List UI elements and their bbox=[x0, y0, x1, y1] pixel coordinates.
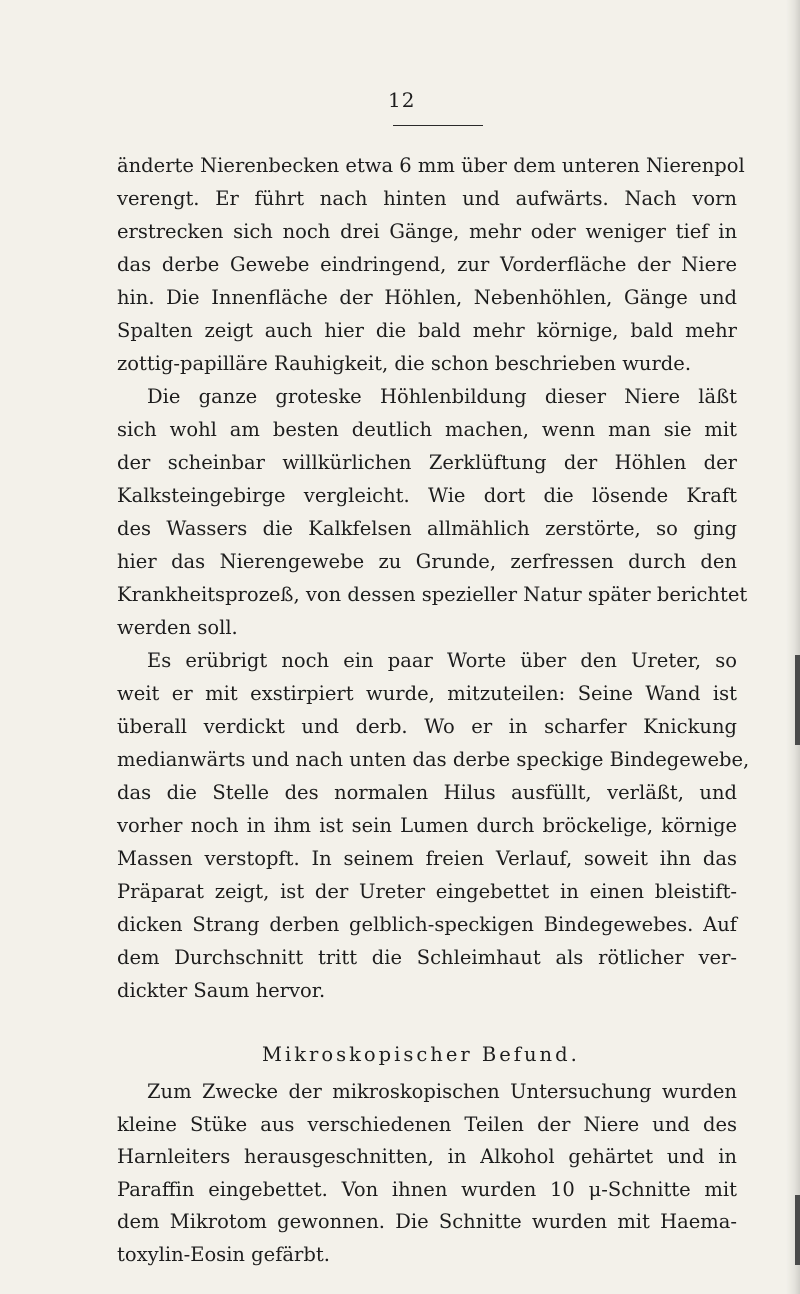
text-line: hier das Nierengewebe zu Grunde, zerfressen durch den bbox=[117, 550, 737, 573]
text-line: Krankheitsprozeß, von dessen spezieller Natur später berichtet bbox=[117, 583, 748, 606]
text-line: das die Stelle des normalen Hilus ausfüllt, verläßt, und bbox=[117, 781, 737, 804]
text-line: Zum Zwecke der mikroskopischen Untersuchung wurden bbox=[147, 1080, 737, 1103]
text-line: Spalten zeigt auch hier die bald mehr körnige, bald mehr bbox=[117, 319, 737, 342]
text-line: toxylin-Eosin gefärbt. bbox=[117, 1242, 330, 1266]
text-line: der scheinbar willkürlichen Zerklüftung der Höhlen der bbox=[117, 451, 737, 474]
text-line: weit er mit exstirpiert wurde, mitzuteilen: Seine Wand ist bbox=[117, 682, 737, 705]
text-line: hin. Die Innenfläche der Höhlen, Nebenhöhlen, Gänge und bbox=[117, 286, 737, 309]
text-line: erstrecken sich noch drei Gänge, mehr oder weniger tief in bbox=[117, 220, 737, 243]
text-line: Präparat zeigt, ist der Ureter eingebettet in einen bleistift- bbox=[117, 880, 737, 903]
text-line: überall verdickt und derb. Wo er in scharfer Knickung bbox=[117, 715, 737, 738]
section-heading: Mikroskopischer Befund. bbox=[262, 1043, 580, 1066]
text-line: medianwärts und nach unten das derbe speckige Bindegewebe, bbox=[117, 748, 750, 771]
text-line: Harnleiters herausgeschnitten, in Alkohol gehärtet und in bbox=[117, 1145, 737, 1169]
text-line: verengt. Er führt nach hinten und aufwärts. Nach vorn bbox=[117, 187, 737, 210]
text-line: dicken Strang derben gelblich-speckigen Bindegewebes. Auf bbox=[117, 913, 737, 936]
page-number: 12 bbox=[388, 88, 416, 112]
paragraph bbox=[117, 149, 745, 380]
paragraph bbox=[117, 644, 750, 1007]
text-line: änderte Nierenbecken etwa 6 mm über dem unteren Nierenpol bbox=[117, 154, 745, 177]
text-line: Die ganze groteske Höhlenbildung dieser Niere läßt bbox=[147, 385, 737, 408]
text-line: Massen verstopft. In seinem freien Verlauf, soweit ihn das bbox=[117, 847, 737, 870]
section-paragraph bbox=[117, 1076, 737, 1272]
text-line: werden soll. bbox=[117, 616, 238, 639]
text-line: Kalksteingebirge vergleicht. Wie dort die lösende Kraft bbox=[117, 484, 737, 507]
page-number-rule bbox=[393, 125, 483, 126]
text-line: kleine Stüke aus verschiedenen Teilen der Niere und des bbox=[117, 1112, 737, 1136]
text-line: dem Durchschnitt tritt die Schleimhaut als rötlicher ver- bbox=[117, 946, 737, 969]
page-edge-shadow bbox=[786, 0, 800, 1294]
text-line: dem Mikrotom gewonnen. Die Schnitte wurden mit Haema- bbox=[117, 1210, 737, 1234]
paragraph bbox=[117, 380, 748, 644]
page-edge-mark bbox=[795, 1195, 800, 1265]
text-line: zottig-papilläre Rauhigkeit, die schon beschrieben wurde. bbox=[117, 352, 692, 375]
page-edge-mark bbox=[795, 655, 800, 745]
text-line: des Wassers die Kalkfelsen allmählich zerstörte, so ging bbox=[117, 517, 737, 540]
text-line: sich wohl am besten deutlich machen, wenn man sie mit bbox=[117, 418, 737, 441]
paragraphs bbox=[117, 149, 750, 1007]
text-line: Es erübrigt noch ein paar Worte über den Ureter, so bbox=[147, 649, 737, 672]
text-line: dickter Saum hervor. bbox=[117, 979, 326, 1002]
text-line: vorher noch in ihm ist sein Lumen durch bröckelige, körnige bbox=[117, 814, 737, 837]
body-text bbox=[117, 149, 750, 1272]
text-line: Paraffin eingebettet. Von ihnen wurden 10 μ-Schnitte mit bbox=[117, 1177, 737, 1201]
text-line: das derbe Gewebe eindringend, zur Vorderfläche der Niere bbox=[117, 253, 737, 276]
